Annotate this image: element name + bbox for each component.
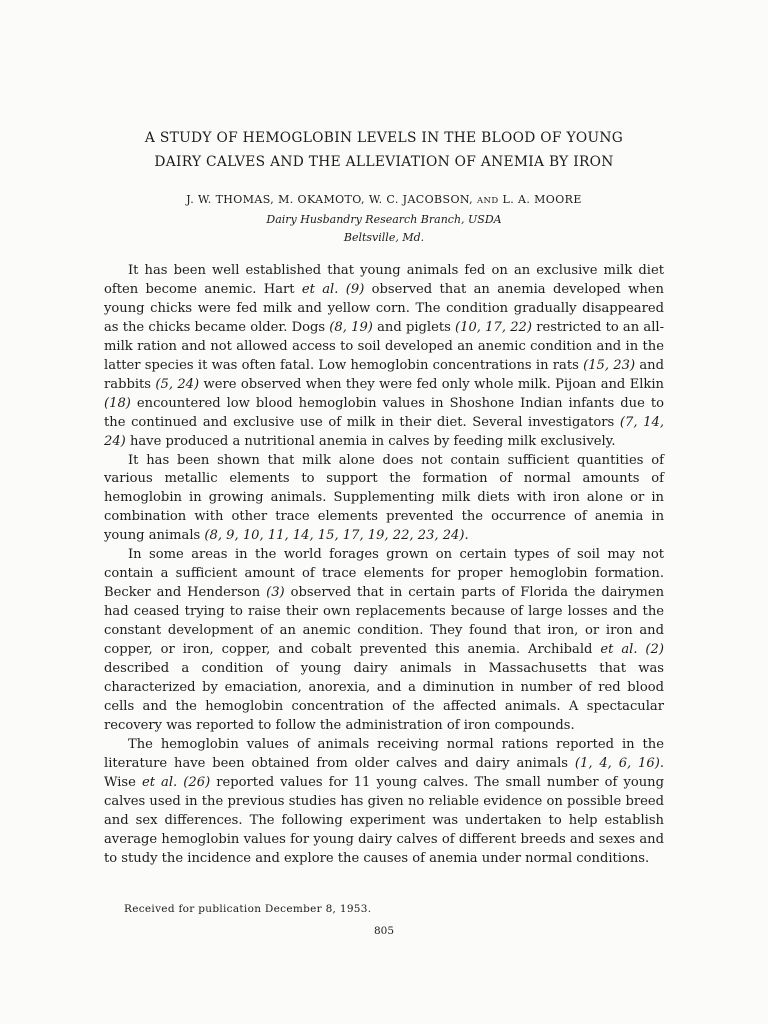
affiliation	[40, 211, 728, 247]
citation-text: (8, 19)	[329, 319, 373, 335]
paragraph-text: observed that an anemia developed when young chicks were fed milk and yellow corn. The condition gradually disappeared as the chicks became older. Dogs	[104, 281, 664, 335]
citation-text: (7, 14, 24)	[104, 414, 664, 449]
author-list	[40, 192, 728, 209]
affiliation-branch: Dairy Husbandry Research Branch, USDA	[266, 213, 502, 226]
citation-text: (18)	[104, 395, 131, 411]
received-footnote: Received for publication December 8, 1953.	[124, 903, 372, 915]
paragraph-text: encountered low blood hemoglobin values in Shoshone Indian infants due to the continued and exclusive use of milk in their diet. Several investigators	[104, 395, 664, 430]
author-names: J. W. THOMAS, M. OKAMOTO, W. C. JACOBSON,	[186, 193, 474, 206]
paragraph-text: restricted to an all-milk ration and not allowed access to soil developed an anemic condition and in the latter species it was often fatal. Low hemoglobin concentrations in rats	[104, 319, 664, 373]
paragraph-text: It has been shown that milk alone does not contain sufficient quantities of various metallic elements to support the formation of normal amounts of hemoglobin in growing animals. Supplementing milk diets with iron alone or in combination with other trace elements prevented the occurrence of anemia in young animals	[104, 452, 664, 544]
citation-text: (10, 17, 22)	[455, 319, 532, 335]
affiliation-location: Beltsville, Md.	[343, 231, 425, 244]
paragraph-text: In some areas in the world forages grown on certain types of soil may not contain a sufficient amount of trace elements for proper hemoglobin formation. Becker and Henderson	[104, 547, 664, 601]
body-paragraph	[104, 452, 664, 547]
citation-text: et al. (2)	[600, 642, 664, 658]
title-line-1: A STUDY OF HEMOGLOBIN LEVELS IN THE BLOOD OF YOUNG	[144, 130, 624, 146]
citation-text: (15, 23)	[583, 357, 636, 373]
author-and: AND	[477, 196, 499, 206]
paragraph-text	[338, 282, 345, 297]
citation-text: et al. (26)	[141, 774, 211, 790]
paragraph-text: and piglets	[372, 319, 456, 335]
article-body	[104, 262, 664, 869]
paragraph-text: have produced a nutritional anemia in calves by feeding milk exclusively.	[125, 433, 616, 449]
paragraph-text: It has been well established that young animals fed on an exclusive milk diet often become anemic. Hart	[104, 263, 664, 297]
citation-text: (9)	[345, 281, 365, 297]
citation-text: (8, 9, 10, 11, 14, 15, 17, 19, 22, 23, 24)	[204, 528, 465, 544]
paragraph-text: described a condition of young dairy animals in Massachusetts that was characterized by emaciation, anorexia, and a diminution in number of red blood cells and the hemoglobin concentration of the affected animals. A spectacular recovery was reported to follow the administration of iron compounds.	[104, 661, 664, 733]
body-paragraph	[104, 736, 664, 869]
citation-text: et al.	[301, 281, 339, 297]
article-title	[40, 126, 728, 174]
citation-text: (3)	[266, 585, 285, 601]
paragraph-text: .	[464, 528, 469, 544]
title-line-2: DAIRY CALVES AND THE ALLEVIATION OF ANEMIA BY IRON	[154, 154, 614, 170]
paragraph-text: were observed when they were fed only whole milk. Pijoan and Elkin	[199, 376, 664, 392]
paragraph-text: The hemoglobin values of animals receiving normal rations reported in the literature have been obtained from older calves and dairy animals	[104, 736, 664, 771]
body-paragraph	[104, 546, 664, 736]
paragraph-text: reported values for 11 young calves. The small number of young calves used in the previous studies has given no reliable evidence on possible breed and sex differences. The following experiment was undertaken to help establish average hemoglobin values for young dairy calves of different breeds and sexes and to study the incidence and explore the causes of anemia under normal conditions.	[104, 774, 664, 866]
paragraph-text: . Wise	[104, 755, 665, 790]
paragraph-text: observed that in certain parts of Florida the dairymen had ceased trying to raise their own replacements because of large losses and the constant development of an anemic condition. They found that iron, or iron and copper, or iron, copper, and cobalt prevented this anemia. Archibald	[104, 585, 664, 658]
citation-text: (5, 24)	[155, 376, 200, 392]
body-paragraph	[104, 262, 664, 452]
paragraph-text: and rabbits	[104, 357, 664, 392]
citation-text: (1, 4, 6, 16)	[574, 755, 660, 771]
page-number: 805	[373, 925, 395, 937]
author-last: L. A. MOORE	[502, 193, 582, 206]
